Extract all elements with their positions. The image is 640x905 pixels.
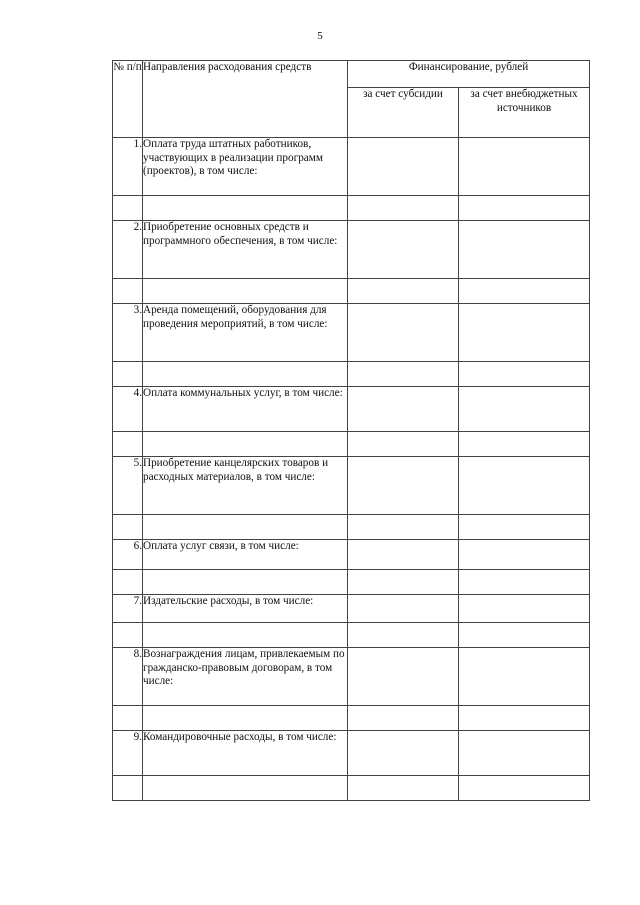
- subsidy-cell: [348, 540, 459, 570]
- subsidy-cell: [348, 221, 459, 279]
- table-row-detail: [113, 706, 590, 731]
- row-direction: Приобретение основных средств и программного обеспечения, в том числе:: [143, 221, 348, 279]
- extrabudget-cell: [459, 221, 590, 279]
- header-direction: Направления расходования средств: [143, 61, 348, 138]
- header-subsidy: за счет субсидии: [348, 88, 459, 138]
- subsidy-cell: [348, 731, 459, 776]
- expense-table: [112, 60, 590, 801]
- row-number: 1.: [113, 138, 143, 196]
- subsidy-cell: [348, 457, 459, 515]
- table-row: [113, 387, 590, 432]
- row-direction: Оплата труда штатных работников, участвующих в реализации программ (проектов), в том числе:: [143, 138, 348, 196]
- table-row: [113, 457, 590, 515]
- row-direction: Издательские расходы, в том числе:: [143, 595, 348, 623]
- table-row-detail: [113, 279, 590, 304]
- row-direction: Командировочные расходы, в том числе:: [143, 731, 348, 776]
- table-row-detail: [113, 776, 590, 801]
- header-number: № п/п: [113, 61, 143, 138]
- row-number: 8.: [113, 648, 143, 706]
- extrabudget-cell: [459, 595, 590, 623]
- table-row: [113, 138, 590, 196]
- row-number: 4.: [113, 387, 143, 432]
- row-direction: Оплата услуг связи, в том числе:: [143, 540, 348, 570]
- subsidy-cell: [348, 304, 459, 362]
- table-row: [113, 595, 590, 623]
- row-direction: Оплата коммунальных услуг, в том числе:: [143, 387, 348, 432]
- extrabudget-cell: [459, 304, 590, 362]
- row-number: 7.: [113, 595, 143, 623]
- subsidy-cell: [348, 138, 459, 196]
- table-row-detail: [113, 623, 590, 648]
- table-row-detail: [113, 362, 590, 387]
- table-row: [113, 648, 590, 706]
- table-row: [113, 304, 590, 362]
- page-number: 5: [317, 30, 323, 42]
- table-row-detail: [113, 196, 590, 221]
- subsidy-cell: [348, 648, 459, 706]
- extrabudget-cell: [459, 457, 590, 515]
- row-direction: Аренда помещений, оборудования для проведения мероприятий, в том числе:: [143, 304, 348, 362]
- row-number: 3.: [113, 304, 143, 362]
- row-direction: Приобретение канцелярских товаров и расходных материалов, в том числе:: [143, 457, 348, 515]
- table-row: [113, 540, 590, 570]
- table-row-detail: [113, 515, 590, 540]
- extrabudget-cell: [459, 138, 590, 196]
- table-row: [113, 731, 590, 776]
- table-row-detail: [113, 570, 590, 595]
- extrabudget-cell: [459, 731, 590, 776]
- header-extrabudget: за счет внебюджетных источников: [459, 88, 590, 138]
- subsidy-cell: [348, 387, 459, 432]
- extrabudget-cell: [459, 387, 590, 432]
- extrabudget-cell: [459, 648, 590, 706]
- row-direction: Вознаграждения лицам, привлекаемым по гражданско-правовым договорам, в том числе:: [143, 648, 348, 706]
- table-row: [113, 221, 590, 279]
- row-number: 6.: [113, 540, 143, 570]
- row-number: 2.: [113, 221, 143, 279]
- row-number: 9.: [113, 731, 143, 776]
- row-number: 5.: [113, 457, 143, 515]
- extrabudget-cell: [459, 540, 590, 570]
- header-financing: Финансирование, рублей: [348, 61, 590, 88]
- table-row-detail: [113, 432, 590, 457]
- subsidy-cell: [348, 595, 459, 623]
